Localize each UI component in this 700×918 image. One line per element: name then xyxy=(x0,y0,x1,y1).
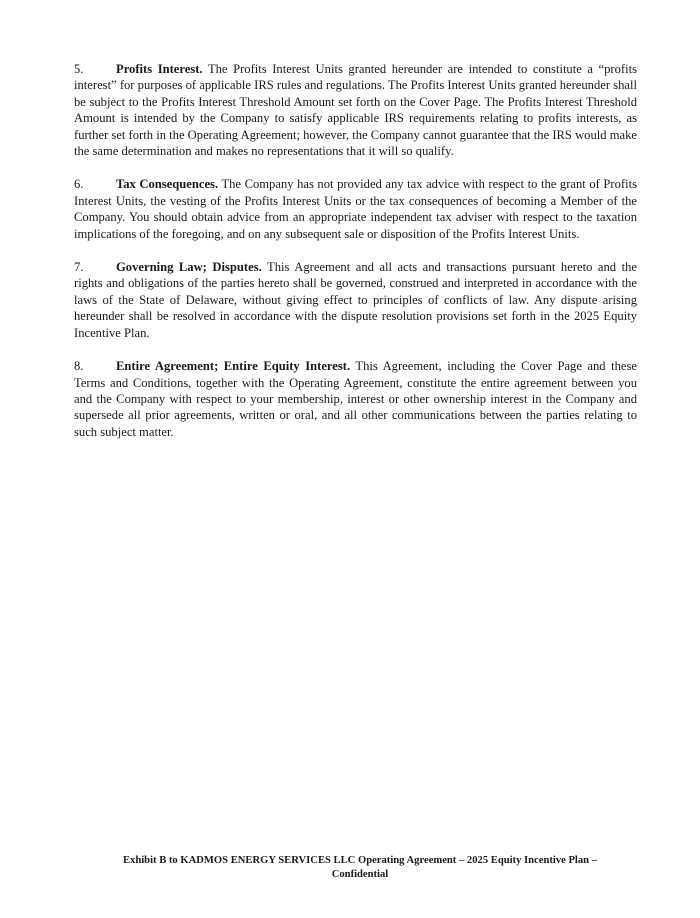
section-number: 8. xyxy=(74,359,84,374)
section-body: The Profits Interest Units granted hereunder are intended to constitute a “profits interest” for purposes of applicable IRS rules and regulations. The Profits Interest Units granted hereunder shall be subject to the Profits Interest Threshold Amount set forth on the Cover Page. The Profits Interest Threshold Amount is intended by the Company to satisfy applicable IRS requirements relating to profits interests, as further set forth in the Operating Agreement; however, the Company cannot guarantee that the IRS would make the same determination and makes no representations that it will so qualify. xyxy=(74,62,638,159)
page-footer xyxy=(80,854,640,882)
document-body xyxy=(74,61,637,457)
section-6 xyxy=(74,176,637,242)
section-5 xyxy=(74,61,637,159)
section-body: This Agreement and all acts and transactions pursuant hereto and the rights and obligations of the parties hereto shall be governed, construed and interpreted in accordance with the laws of the State of Delaware, without giving effect to principles of conflicts of law. Any dispute arising hereunder shall be resolved in accordance with the dispute resolution provisions set forth in the 2025 Equity Incentive Plan. xyxy=(74,260,638,340)
section-heading: Tax Consequences. xyxy=(116,177,219,192)
section-heading: Entire Agreement; Entire Equity Interest. xyxy=(116,359,351,374)
section-7 xyxy=(74,259,637,341)
section-heading: Profits Interest. xyxy=(116,62,203,76)
section-number: 7. xyxy=(74,260,84,275)
section-number: 5. xyxy=(74,62,84,76)
section-8 xyxy=(74,358,637,440)
footer-line-1: Exhibit B to KADMOS ENERGY SERVICES LLC Operating Agreement – 2025 Equity Incentive Plan – xyxy=(122,855,598,866)
section-heading: Governing Law; Disputes. xyxy=(116,260,262,275)
section-number: 6. xyxy=(74,177,84,192)
footer-line-2: Confidential xyxy=(331,869,389,880)
section-body: This Agreement, including the Cover Page and these Terms and Conditions, together with the Operating Agreement, constitute the entire agreement between you and the Company with respect to your membership, interest or other ownership interest in the Company and supersede all prior agreements, written or oral, and all other communications between the parties relating to such subject matter. xyxy=(74,359,637,439)
section-body: The Company has not provided any tax advice with respect to the grant of Profits Interest Units, the vesting of the Profits Interest Units or the tax consequences of becoming a Member of the Company. You should obtain advice from an appropriate independent tax adviser with respect to the taxation implications of the foregoing, and on any subsequent sale or disposition of the Profits Interest Units. xyxy=(74,177,637,241)
